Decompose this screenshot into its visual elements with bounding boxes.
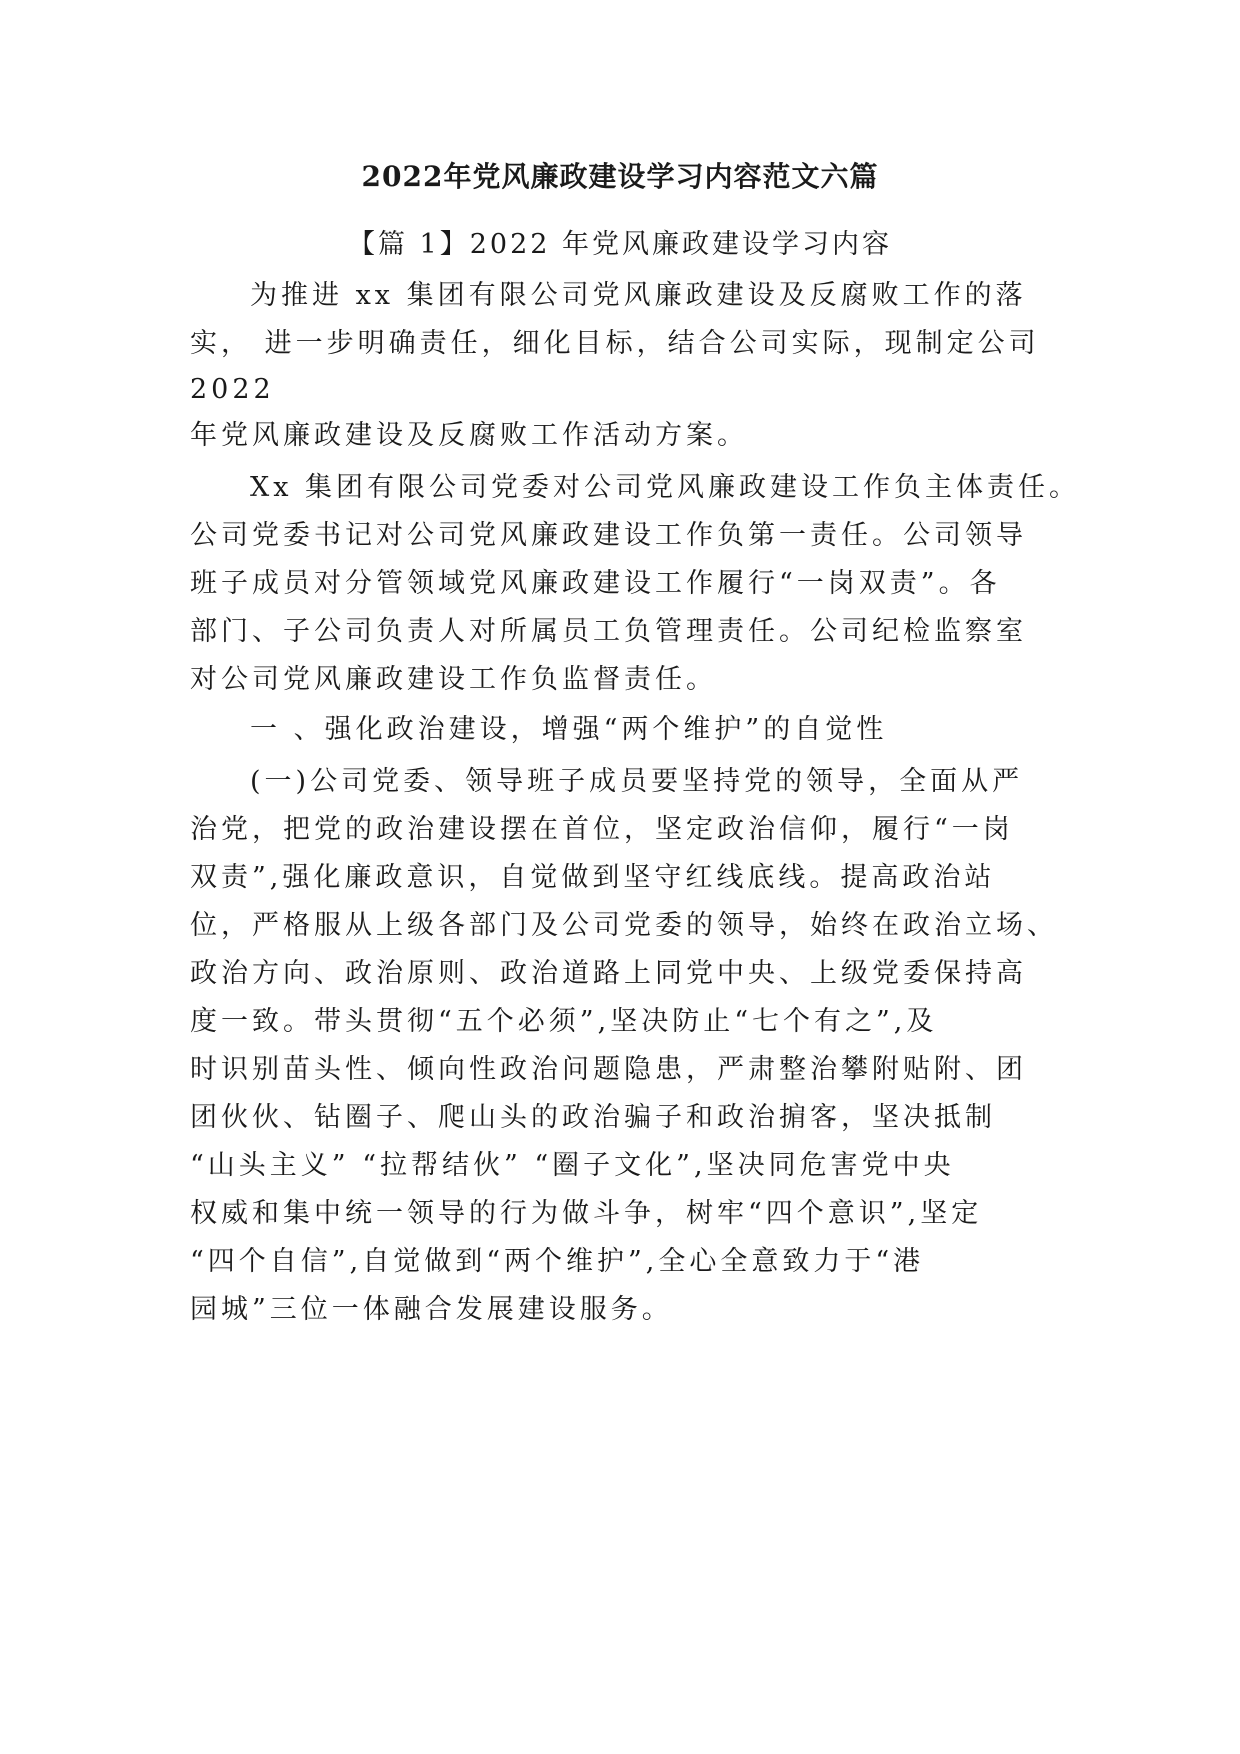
body-line: 实， 进一步明确责任，细化目标，结合公司实际，现制定公司 xyxy=(190,328,1040,359)
document-subtitle: 【篇 1】2022 年党风廉政建设学习内容 xyxy=(347,229,893,260)
body-line: 时识别苗头性、倾向性政治问题隐患，严肃整治攀附贴附、团 xyxy=(190,1054,1027,1085)
body-line: Xx 集团有限公司党委对公司党风廉政建设工作负主体责任。 xyxy=(250,472,1081,503)
body-line: 园城”三位一体融合发展建设服务。 xyxy=(190,1294,673,1325)
body-line: 年党风廉政建设及反腐败工作活动方案。 xyxy=(190,420,748,451)
body-line: 班子成员对分管领域党风廉政建设工作履行“一岗双责”。各 xyxy=(190,568,1001,599)
body-line: 部门、子公司负责人对所属员工负管理责任。公司纪检监察室 xyxy=(190,616,1027,647)
body-line: 权威和集中统一领导的行为做斗争，树牢“四个意识”,坚定 xyxy=(190,1198,983,1229)
document-title: 2022年党风廉政建设学习内容范文六篇 xyxy=(361,160,879,193)
body-line: “山头主义” “拉帮结伙” “圈子文化”,坚决同危害党中央 xyxy=(190,1150,955,1181)
body-line: (一)公司党委、领导班子成员要坚持党的领导，全面从严 xyxy=(250,766,1024,797)
body-line: 政治方向、政治原则、政治道路上同党中央、上级党委保持高 xyxy=(190,958,1027,989)
body-line: 公司党委书记对公司党风廉政建设工作负第一责任。公司领导 xyxy=(190,520,1027,551)
body-line: 位，严格服从上级各部门及公司党委的领导，始终在政治立场、 xyxy=(190,910,1058,941)
body-line: 治党，把党的政治建设摆在首位，坚定政治信仰，履行“一岗 xyxy=(190,814,1014,845)
body-line: 为推进 xx 集团有限公司党风廉政建设及反腐败工作的落 xyxy=(250,280,1027,311)
body-line: “四个自信”,自觉做到“两个维护”,全心全意致力于“港 xyxy=(190,1246,925,1277)
body-line: 度一致。带头贯彻“五个必须”,坚决防止“七个有之”,及 xyxy=(190,1006,938,1037)
body-line: 双责”,强化廉政意识，自觉做到坚守红线底线。提高政治站 xyxy=(190,862,996,893)
body-line: 团伙伙、钻圈子、爬山头的政治骗子和政治掮客，坚决抵制 xyxy=(190,1102,996,1133)
body-line: 对公司党风廉政建设工作负监督责任。 xyxy=(190,664,717,695)
section-heading: 一 、强化政治建设，增强“两个维护”的自觉性 xyxy=(250,714,888,745)
body-line: 2022 xyxy=(190,374,275,405)
